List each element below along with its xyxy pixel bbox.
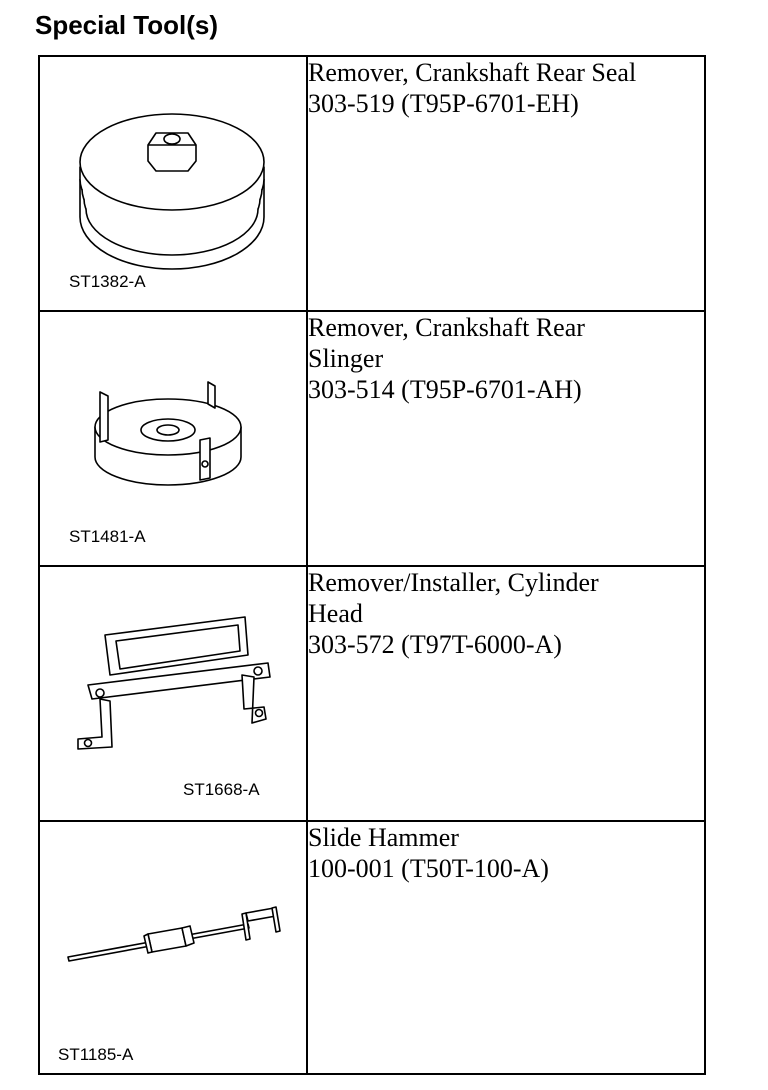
table-row <box>39 566 705 821</box>
figure-label: ST1185-A <box>58 1045 134 1064</box>
tool-name-continued: Slinger <box>308 344 384 373</box>
table-row <box>39 56 705 311</box>
tool-name-continued: Head <box>308 599 363 628</box>
tool-description-cell <box>307 821 705 1074</box>
tool-description-cell <box>307 566 705 821</box>
tool-name: Slide Hammer <box>308 823 459 852</box>
tool-name: Remover, Crankshaft Rear <box>308 313 585 342</box>
cylinder-head-bracket-icon <box>40 567 306 820</box>
tool-part-number: 303-514 (T95P-6701-AH) <box>308 375 582 404</box>
page-title: Special Tool(s) <box>35 10 218 40</box>
figure-label: ST1668-A <box>183 780 260 799</box>
table-row <box>39 311 705 566</box>
tool-description-cell <box>307 56 705 311</box>
tool-part-number: 303-519 (T95P-6701-EH) <box>308 89 579 118</box>
special-tools-table <box>38 55 706 1075</box>
tool-illustration-cell <box>39 821 307 1074</box>
table-row <box>39 821 705 1074</box>
slide-hammer-icon <box>40 822 306 1073</box>
figure-label: ST1382-A <box>69 272 146 291</box>
tool-name: Remover/Installer, Cylinder <box>308 568 599 597</box>
tool-part-number: 100-001 (T50T-100-A) <box>308 854 549 883</box>
figure-label: ST1481-A <box>69 527 146 546</box>
tool-illustration-cell <box>39 311 307 566</box>
tool-part-number: 303-572 (T97T-6000-A) <box>308 630 562 659</box>
tool-illustration-cell <box>39 56 307 311</box>
tool-description-cell <box>307 311 705 566</box>
tool-illustration-cell <box>39 566 307 821</box>
tool-name: Remover, Crankshaft Rear Seal <box>308 58 637 87</box>
